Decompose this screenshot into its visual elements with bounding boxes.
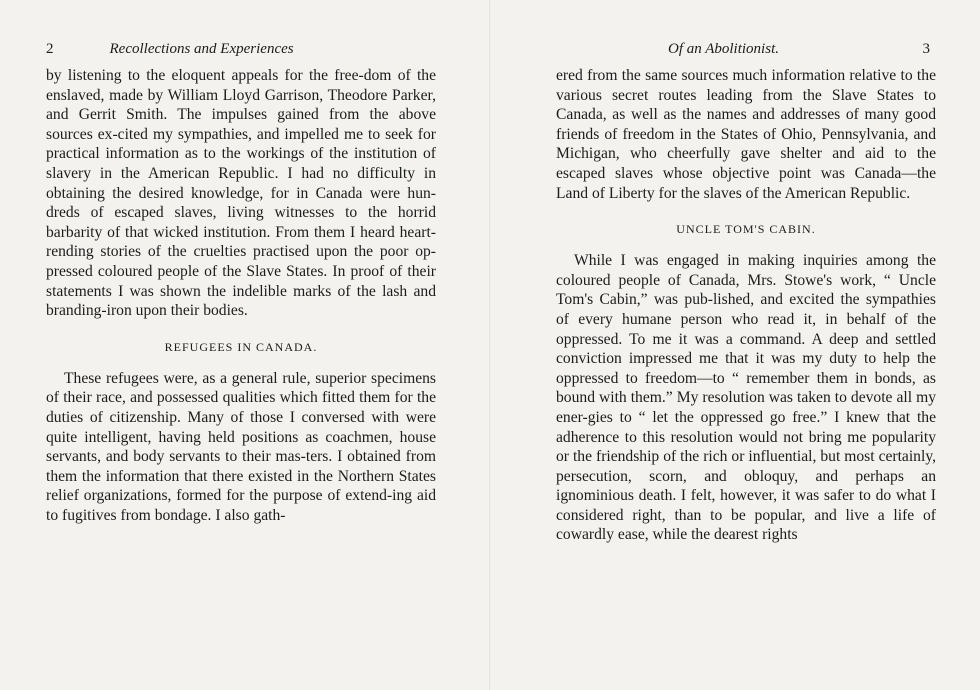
book-gutter bbox=[489, 0, 491, 690]
right-paragraph-1: ered from the same sources much information relative to the various secret routes leading from the Slave States to Canada, as well as the names and addresses of many good friends of freedom in the States of Ohio, Pennsylvania, and Michigan, who cheerfully gave shelter and aid to the escaped slaves whose objective point was Canada—the Land of Liberty for the slaves of the American Republic. bbox=[556, 67, 936, 202]
right-page bbox=[556, 36, 936, 545]
left-page-number: 2 bbox=[46, 41, 54, 57]
right-paragraph-2: While I was engaged in making inquiries among the coloured people of Canada, Mrs. Stowe's work, “ Uncle Tom's Cabin,” was pub-lished, and excited the sympathies of every humane person who read it, in behalf of the oppressed. To me it was a command. A deep and settled conviction impressed me that it was my duty to help the oppressed to freedom—to “ remember them in bonds, as bound with them.” My resolution was taken to devote all my ener-gies to “ let the oppressed go free.” I knew that the adherence to this resolution would not bring me popularity or the friendship of the rich or influential, but most certainly, persecution, scorn, and obloquy, and perhaps an ignominious death. I felt, however, it was safer to do what I considered right, than to be popular, and live a life of cowardly ease, while the dearest rights bbox=[556, 252, 936, 544]
section-heading-refugees: REFUGEES IN CANADA. bbox=[164, 339, 318, 354]
right-running-head: Of an Abolitionist. bbox=[668, 41, 779, 57]
left-paragraph-2: These refugees were, as a general rule, superior specimens of their race, and possessed qualities which fitted them for the duties of citizenship. Many of those I conversed with were quite intelligent, having held positions as coachmen, house servants, and body servants to their mas-ters. I obtained from them the information that there existed in the Northern States relief organizations, formed for the purpose of extend-ing aid to fugitives from bondage. I also gath- bbox=[46, 369, 436, 524]
left-paragraph-1: by listening to the eloquent appeals for the free-dom of the enslaved, made by William Lloyd Garrison, Theodore Parker, and Gerrit Smith. The impulses gained from the above sources ex-cited my sympathies, and impelled me to seek for practical information as to the workings of the institution of slavery in the American Republic. I had no difficulty in obtaining the desired knowledge, for in Canada were hun-dreds of escaped slaves, living witnesses to the horrid barbarity of that wicked institution. From them I heard heart-rending stories of the cruelties practised upon the poor op-pressed coloured people of the Slave States. In proof of their statements I was shown the indelible marks of the lash and branding-iron upon their bodies. bbox=[46, 67, 436, 320]
right-page-header bbox=[556, 36, 936, 62]
right-page-number: 3 bbox=[922, 41, 930, 57]
left-page bbox=[46, 36, 436, 525]
left-page-header bbox=[46, 36, 436, 62]
section-heading-uncle-toms-cabin: UNCLE TOM'S CABIN. bbox=[676, 222, 816, 237]
left-running-head: Recollections and Experiences bbox=[109, 41, 294, 57]
